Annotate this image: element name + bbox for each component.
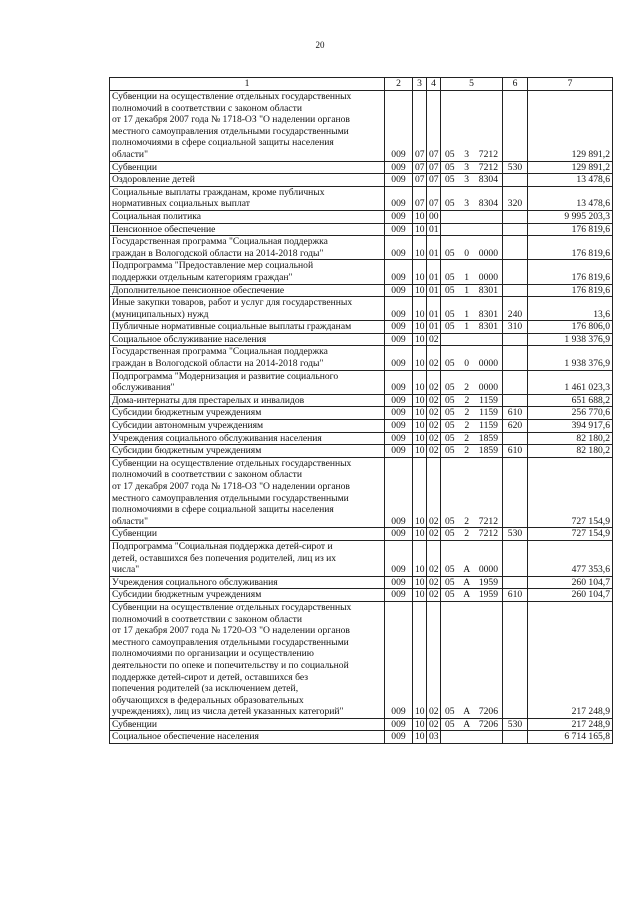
table-row — [110, 432, 613, 445]
row-program-part: 05 — [445, 247, 455, 259]
row-amount-cell: 727 154,9 — [528, 457, 613, 528]
row-section-cell: 10 — [413, 394, 427, 407]
row-program-part: 7206 — [478, 706, 498, 718]
row-section-cell: 10 — [413, 210, 427, 223]
row-section-cell: 10 — [413, 445, 427, 458]
row-code-cell: 009 — [385, 161, 413, 174]
row-program-cell — [441, 236, 503, 260]
row-amount-cell: 256 770,6 — [528, 407, 613, 420]
row-program-part: 05 — [445, 445, 455, 457]
row-program-part: 05 — [445, 528, 455, 540]
row-code-cell: 009 — [385, 540, 413, 576]
row-amount-cell: 651 688,2 — [528, 394, 613, 407]
row-program-part: 05 — [445, 576, 455, 588]
row-name-cell: Дополнительное пенсионное обеспечение — [110, 284, 385, 297]
row-amount-cell: 176 819,6 — [528, 223, 613, 236]
row-program-cell — [441, 394, 503, 407]
row-program-part: 0000 — [478, 382, 498, 394]
row-expense-type-cell — [503, 394, 528, 407]
row-program-cell — [441, 186, 503, 210]
row-name-cell: Государственная программа "Социальная поддержка граждан в Вологодской области на 2014-2018 годы" — [110, 346, 385, 370]
row-program-part: 05 — [445, 706, 455, 718]
row-code-cell: 009 — [385, 321, 413, 334]
row-name-cell: Подпрограмма "Предоставление мер социальной поддержки отдельным категориям граждан" — [110, 260, 385, 284]
row-subsection-cell: 02 — [427, 589, 441, 602]
row-subsection-cell: 07 — [427, 186, 441, 210]
row-subsection-cell: 02 — [427, 540, 441, 576]
row-amount-cell: 1 461 023,3 — [528, 370, 613, 394]
row-section-cell: 10 — [413, 576, 427, 589]
row-name-cell: Субвенции на осуществление отдельных государственных полномочий в соответствии с законом области от 17 декабря 2007 года № 1720-ОЗ "О наделении органов местного самоуправления отдельными государственными полномочиями по организации и осуществлению деятельности по опеке и попечительству и по социальной поддержке детей-сирот и детей, оставшихся без попечения родителей (за исключением детей, обучающихся в федеральных образовательных учреждениях), лиц из числа детей указанных категорий" — [110, 601, 385, 718]
row-section-cell: 10 — [413, 223, 427, 236]
row-program-cell — [441, 210, 503, 223]
row-program-part: 05 — [445, 198, 455, 210]
row-code-cell: 009 — [385, 576, 413, 589]
row-code-cell: 009 — [385, 260, 413, 284]
row-name-cell: Субвенции на осуществление отдельных государственных полномочий в соответствии с законом области от 17 декабря 2007 года № 1718-ОЗ "О наделении органов местного самоуправления отдельными государственными полномочиями в сфере социальной защиты населения области" — [110, 91, 385, 162]
row-program-cell — [441, 576, 503, 589]
row-program-part: 8304 — [478, 174, 498, 186]
row-code-cell: 009 — [385, 370, 413, 394]
row-program-part: 0 — [464, 358, 470, 370]
page-number: 20 — [315, 40, 325, 50]
row-amount-cell: 217 248,9 — [528, 601, 613, 718]
header-cell: 1 — [110, 78, 385, 91]
row-program-part: 05 — [445, 174, 455, 186]
row-name-cell: Субсидии бюджетным учреждениям — [110, 407, 385, 420]
row-subsection-cell: 02 — [427, 420, 441, 433]
row-code-cell: 009 — [385, 445, 413, 458]
row-program-cell — [441, 457, 503, 528]
row-section-cell: 10 — [413, 333, 427, 346]
row-program-part: 8301 — [478, 321, 498, 333]
row-amount-cell: 1 938 376,9 — [528, 346, 613, 370]
row-program-cell — [441, 333, 503, 346]
row-program-part: 1959 — [478, 576, 498, 588]
table-row — [110, 161, 613, 174]
row-expense-type-cell — [503, 576, 528, 589]
row-expense-type-cell: 320 — [503, 186, 528, 210]
row-program-cell — [441, 174, 503, 187]
row-name-cell: Социальное обеспечение населения — [110, 731, 385, 744]
row-expense-type-cell: 530 — [503, 161, 528, 174]
row-program-part: 05 — [445, 382, 455, 394]
row-program-part: 2 — [464, 432, 470, 444]
row-expense-type-cell — [503, 370, 528, 394]
row-code-cell: 009 — [385, 394, 413, 407]
row-name-cell: Субвенции — [110, 718, 385, 731]
row-program-part: 3 — [464, 198, 470, 210]
row-program-part: 3 — [464, 148, 470, 160]
row-section-cell: 10 — [413, 370, 427, 394]
row-program-part: 7212 — [478, 148, 498, 160]
row-amount-cell: 9 995 203,3 — [528, 210, 613, 223]
row-program-part: 05 — [445, 308, 455, 320]
row-name-cell: Субвенции — [110, 161, 385, 174]
row-subsection-cell: 02 — [427, 333, 441, 346]
row-program-part: А — [463, 706, 471, 718]
row-program-part: 2 — [464, 420, 470, 432]
row-name-cell: Социальная политика — [110, 210, 385, 223]
row-amount-cell: 477 353,6 — [528, 540, 613, 576]
row-program-part: А — [463, 589, 471, 601]
row-code-cell: 009 — [385, 346, 413, 370]
row-program-part: 05 — [445, 407, 455, 419]
header-cell: 7 — [528, 78, 613, 91]
row-section-cell: 07 — [413, 186, 427, 210]
row-section-cell: 10 — [413, 346, 427, 370]
row-program-part: 05 — [445, 432, 455, 444]
table-row — [110, 297, 613, 321]
row-program-part: 7212 — [478, 528, 498, 540]
row-expense-type-cell: 610 — [503, 407, 528, 420]
row-subsection-cell: 02 — [427, 370, 441, 394]
row-program-part: 2 — [464, 515, 470, 527]
row-expense-type-cell — [503, 91, 528, 162]
row-name-cell: Учреждения социального обслуживания — [110, 576, 385, 589]
row-expense-type-cell — [503, 284, 528, 297]
table-row — [110, 731, 613, 744]
row-program-cell — [441, 601, 503, 718]
row-code-cell: 009 — [385, 91, 413, 162]
table-row — [110, 589, 613, 602]
row-section-cell: 10 — [413, 528, 427, 541]
row-section-cell: 10 — [413, 420, 427, 433]
row-section-cell: 10 — [413, 589, 427, 602]
header-cell: 5 — [441, 78, 503, 91]
table-row — [110, 457, 613, 528]
row-program-cell — [441, 432, 503, 445]
row-code-cell: 009 — [385, 186, 413, 210]
row-program-part: 05 — [445, 420, 455, 432]
table-row — [110, 346, 613, 370]
row-program-part: 7212 — [478, 515, 498, 527]
row-program-part: 1859 — [478, 445, 498, 457]
table-header-row — [110, 78, 613, 91]
row-code-cell: 009 — [385, 457, 413, 528]
row-code-cell: 009 — [385, 297, 413, 321]
row-program-part: А — [463, 718, 471, 730]
row-amount-cell: 82 180,2 — [528, 432, 613, 445]
row-program-part: 0 — [464, 247, 470, 259]
row-section-cell: 10 — [413, 718, 427, 731]
row-section-cell: 10 — [413, 284, 427, 297]
row-subsection-cell: 01 — [427, 223, 441, 236]
row-section-cell: 10 — [413, 297, 427, 321]
row-program-part: 1859 — [478, 432, 498, 444]
row-amount-cell: 260 104,7 — [528, 576, 613, 589]
row-program-cell — [441, 223, 503, 236]
row-section-cell: 07 — [413, 91, 427, 162]
table-row — [110, 236, 613, 260]
row-section-cell: 10 — [413, 601, 427, 718]
row-program-part: 05 — [445, 284, 455, 296]
row-subsection-cell: 01 — [427, 236, 441, 260]
row-program-part: 1959 — [478, 589, 498, 601]
row-program-part: 05 — [445, 564, 455, 576]
row-name-cell: Субсидии бюджетным учреждениям — [110, 589, 385, 602]
row-program-cell — [441, 420, 503, 433]
row-program-cell — [441, 260, 503, 284]
row-program-part: 1159 — [479, 394, 498, 406]
row-name-cell: Пенсионное обеспечение — [110, 223, 385, 236]
row-program-cell — [441, 718, 503, 731]
row-program-part: 8304 — [478, 198, 498, 210]
row-expense-type-cell: 310 — [503, 321, 528, 334]
row-name-cell: Социальные выплаты гражданам, кроме публичных нормативных социальных выплат — [110, 186, 385, 210]
table-row — [110, 186, 613, 210]
table-row — [110, 91, 613, 162]
row-program-part: 05 — [445, 271, 455, 283]
header-cell: 4 — [427, 78, 441, 91]
row-program-part: 05 — [445, 515, 455, 527]
row-program-part: 1 — [464, 308, 470, 320]
header-cell: 6 — [503, 78, 528, 91]
row-program-part: 05 — [445, 358, 455, 370]
row-code-cell: 009 — [385, 718, 413, 731]
row-program-cell — [441, 731, 503, 744]
row-section-cell: 10 — [413, 321, 427, 334]
table-row — [110, 370, 613, 394]
row-code-cell: 009 — [385, 432, 413, 445]
row-program-part: 0000 — [478, 247, 498, 259]
row-amount-cell: 176 819,6 — [528, 284, 613, 297]
row-section-cell: 10 — [413, 540, 427, 576]
row-program-part: 7206 — [478, 718, 498, 730]
row-amount-cell: 394 917,6 — [528, 420, 613, 433]
table-row — [110, 407, 613, 420]
row-amount-cell: 727 154,9 — [528, 528, 613, 541]
row-code-cell: 009 — [385, 236, 413, 260]
row-code-cell: 009 — [385, 420, 413, 433]
row-expense-type-cell — [503, 174, 528, 187]
row-program-part: 1159 — [479, 420, 498, 432]
row-code-cell: 009 — [385, 210, 413, 223]
table-row — [110, 284, 613, 297]
row-program-part: 1 — [464, 284, 470, 296]
row-section-cell: 10 — [413, 407, 427, 420]
row-program-part: 05 — [445, 394, 455, 406]
row-program-part: 0000 — [478, 564, 498, 576]
table-row — [110, 601, 613, 718]
row-name-cell: Оздоровление детей — [110, 174, 385, 187]
row-program-part: 8301 — [478, 308, 498, 320]
row-program-part: 2 — [464, 528, 470, 540]
header-cell: 3 — [413, 78, 427, 91]
row-code-cell: 009 — [385, 601, 413, 718]
row-amount-cell: 129 891,2 — [528, 91, 613, 162]
row-name-cell: Подпрограмма "Социальная поддержка детей-сирот и детей, оставшихся без попечения родителей, лиц из их числа" — [110, 540, 385, 576]
row-amount-cell: 176 806,0 — [528, 321, 613, 334]
row-section-cell: 10 — [413, 260, 427, 284]
row-program-part: 1 — [464, 321, 470, 333]
row-subsection-cell: 01 — [427, 284, 441, 297]
row-expense-type-cell: 610 — [503, 589, 528, 602]
row-section-cell: 10 — [413, 731, 427, 744]
table-row — [110, 420, 613, 433]
row-amount-cell: 260 104,7 — [528, 589, 613, 602]
row-program-cell — [441, 540, 503, 576]
row-name-cell: Дома-интернаты для престарелых и инвалидов — [110, 394, 385, 407]
row-program-part: 8301 — [478, 284, 498, 296]
row-expense-type-cell: 530 — [503, 528, 528, 541]
row-subsection-cell: 02 — [427, 346, 441, 370]
row-code-cell: 009 — [385, 528, 413, 541]
row-code-cell: 009 — [385, 333, 413, 346]
row-amount-cell: 82 180,2 — [528, 445, 613, 458]
row-program-cell — [441, 284, 503, 297]
row-amount-cell: 217 248,9 — [528, 718, 613, 731]
row-amount-cell: 176 819,6 — [528, 260, 613, 284]
row-subsection-cell: 02 — [427, 528, 441, 541]
row-expense-type-cell: 530 — [503, 718, 528, 731]
row-program-part: 2 — [464, 407, 470, 419]
row-code-cell: 009 — [385, 284, 413, 297]
row-subsection-cell: 02 — [427, 445, 441, 458]
row-program-cell — [441, 91, 503, 162]
row-expense-type-cell: 610 — [503, 445, 528, 458]
row-program-cell — [441, 370, 503, 394]
table-row — [110, 540, 613, 576]
row-program-part: 05 — [445, 321, 455, 333]
row-name-cell: Подпрограмма "Модернизация и развитие социального обслуживания" — [110, 370, 385, 394]
row-program-part: 3 — [464, 174, 470, 186]
row-expense-type-cell — [503, 540, 528, 576]
row-name-cell: Субвенции на осуществление отдельных государственных полномочий в соответствии с законом области от 17 декабря 2007 года № 1718-ОЗ "О наделении органов местного самоуправления отдельными государственными полномочиями в сфере социальной защиты населения области" — [110, 457, 385, 528]
row-name-cell: Социальное обслуживание населения — [110, 333, 385, 346]
row-program-part: А — [463, 576, 471, 588]
row-subsection-cell: 01 — [427, 260, 441, 284]
row-name-cell: Иные закупки товаров, работ и услуг для государственных (муниципальных) нужд — [110, 297, 385, 321]
row-section-cell: 10 — [413, 457, 427, 528]
row-name-cell: Субвенции — [110, 528, 385, 541]
row-program-cell — [441, 528, 503, 541]
row-subsection-cell: 02 — [427, 718, 441, 731]
row-subsection-cell: 01 — [427, 321, 441, 334]
row-program-part: 7212 — [478, 161, 498, 173]
row-expense-type-cell — [503, 210, 528, 223]
row-program-cell — [441, 321, 503, 334]
row-subsection-cell: 02 — [427, 576, 441, 589]
row-code-cell: 009 — [385, 731, 413, 744]
row-program-part: 05 — [445, 161, 455, 173]
row-expense-type-cell — [503, 236, 528, 260]
row-expense-type-cell — [503, 457, 528, 528]
row-program-cell — [441, 297, 503, 321]
row-name-cell: Учреждения социального обслуживания населения — [110, 432, 385, 445]
row-subsection-cell: 00 — [427, 210, 441, 223]
row-program-part: 05 — [445, 718, 455, 730]
row-subsection-cell: 02 — [427, 407, 441, 420]
row-expense-type-cell: 620 — [503, 420, 528, 433]
row-program-part: 0000 — [478, 271, 498, 283]
table-row — [110, 260, 613, 284]
row-subsection-cell: 02 — [427, 601, 441, 718]
row-expense-type-cell: 240 — [503, 297, 528, 321]
row-section-cell: 10 — [413, 236, 427, 260]
row-program-part: 2 — [464, 382, 470, 394]
row-program-part: 05 — [445, 589, 455, 601]
row-program-cell — [441, 407, 503, 420]
row-name-cell: Публичные нормативные социальные выплаты гражданам — [110, 321, 385, 334]
row-code-cell: 009 — [385, 407, 413, 420]
row-expense-type-cell — [503, 260, 528, 284]
table-row — [110, 718, 613, 731]
table-row — [110, 321, 613, 334]
row-code-cell: 009 — [385, 223, 413, 236]
row-expense-type-cell — [503, 731, 528, 744]
row-subsection-cell: 07 — [427, 161, 441, 174]
row-expense-type-cell — [503, 432, 528, 445]
budget-table — [109, 77, 613, 744]
row-section-cell: 10 — [413, 432, 427, 445]
table-row — [110, 528, 613, 541]
row-section-cell: 07 — [413, 161, 427, 174]
row-code-cell: 009 — [385, 589, 413, 602]
row-name-cell: Субсидии автономным учреждениям — [110, 420, 385, 433]
row-program-part: 2 — [464, 394, 470, 406]
row-program-part: 0000 — [478, 358, 498, 370]
row-amount-cell: 176 819,6 — [528, 236, 613, 260]
table-row — [110, 394, 613, 407]
row-expense-type-cell — [503, 333, 528, 346]
table-row — [110, 445, 613, 458]
row-program-part: 2 — [464, 445, 470, 457]
row-expense-type-cell — [503, 601, 528, 718]
row-program-part: А — [463, 564, 471, 576]
table-row — [110, 576, 613, 589]
row-expense-type-cell — [503, 223, 528, 236]
row-subsection-cell: 07 — [427, 91, 441, 162]
table-row — [110, 210, 613, 223]
table-row — [110, 333, 613, 346]
table-row — [110, 223, 613, 236]
row-program-cell — [441, 346, 503, 370]
row-subsection-cell: 03 — [427, 731, 441, 744]
row-amount-cell: 13,6 — [528, 297, 613, 321]
row-subsection-cell: 07 — [427, 174, 441, 187]
row-amount-cell: 13 478,6 — [528, 174, 613, 187]
row-subsection-cell: 02 — [427, 432, 441, 445]
row-subsection-cell: 02 — [427, 394, 441, 407]
row-program-cell — [441, 589, 503, 602]
row-code-cell: 009 — [385, 174, 413, 187]
row-subsection-cell: 01 — [427, 297, 441, 321]
row-name-cell: Государственная программа "Социальная поддержка граждан в Вологодской области на 2014-2018 годы" — [110, 236, 385, 260]
row-amount-cell: 129 891,2 — [528, 161, 613, 174]
row-name-cell: Субсидии бюджетным учреждениям — [110, 445, 385, 458]
header-cell: 2 — [385, 78, 413, 91]
row-expense-type-cell — [503, 346, 528, 370]
row-amount-cell: 1 938 376,9 — [528, 333, 613, 346]
row-program-part: 3 — [464, 161, 470, 173]
row-section-cell: 07 — [413, 174, 427, 187]
table-row — [110, 174, 613, 187]
row-program-cell — [441, 445, 503, 458]
row-amount-cell: 6 714 165,8 — [528, 731, 613, 744]
row-program-cell — [441, 161, 503, 174]
row-amount-cell: 13 478,6 — [528, 186, 613, 210]
row-subsection-cell: 02 — [427, 457, 441, 528]
row-program-part: 05 — [445, 148, 455, 160]
row-program-part: 1 — [464, 271, 470, 283]
row-program-part: 1159 — [479, 407, 498, 419]
